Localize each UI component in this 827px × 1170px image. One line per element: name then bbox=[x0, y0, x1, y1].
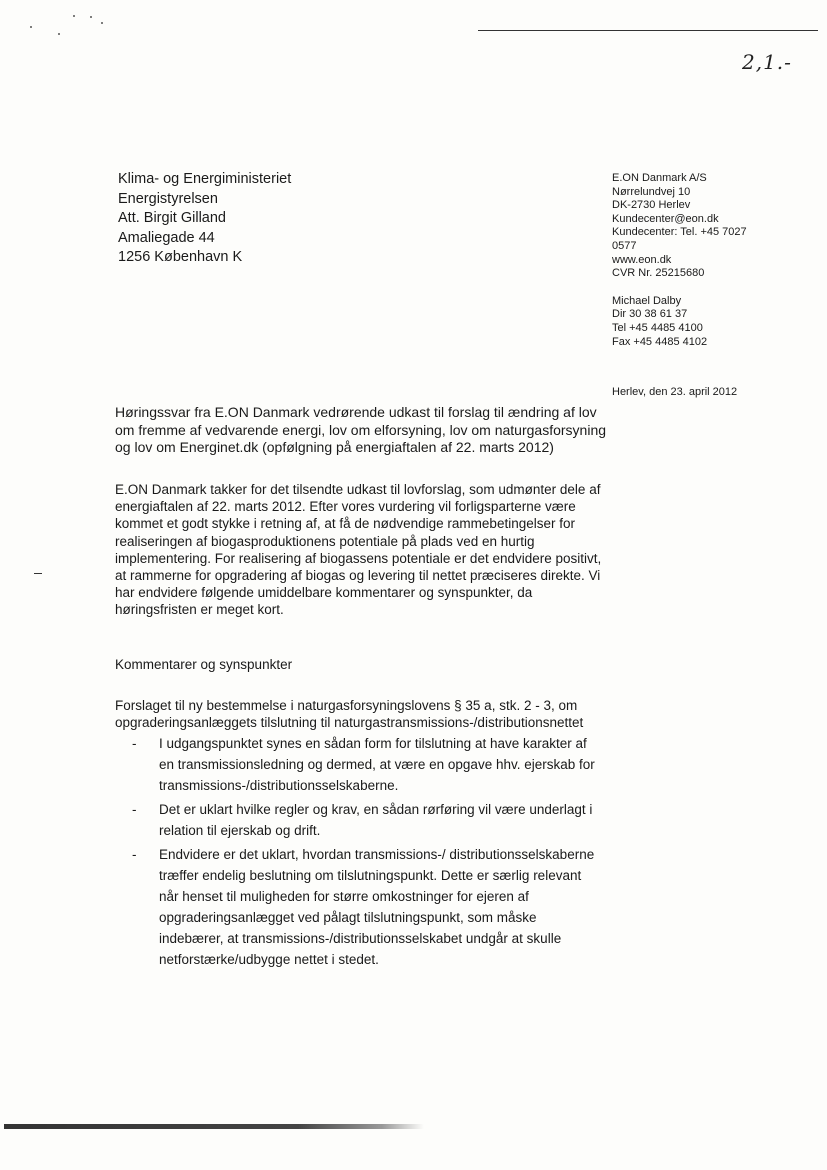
contact-line: Dir 30 38 61 37 bbox=[612, 308, 688, 321]
contact-line: Tel +45 4485 4100 bbox=[612, 321, 703, 334]
sender-line: 0577 bbox=[612, 239, 637, 252]
letter-date: Herlev, den 23. april 2012 bbox=[612, 386, 738, 398]
recipient-address bbox=[118, 170, 291, 268]
letter-subject: Høringssvar fra E.ON Danmark vedrørende udkast til forslag til ændring af lov om fremme af vedvarende energi, lov om elforsyning, lov om naturgasforsyning og lov om Energinet.dk (opfølgning på energiaftalen af 22. marts 2012) bbox=[115, 404, 607, 455]
fax-edge-band bbox=[4, 1124, 424, 1129]
sender-line: E.ON Danmark A/S bbox=[612, 172, 707, 184]
sender-line: Kundecenter: Tel. +45 7027 bbox=[612, 226, 747, 239]
sender-website: www.eon.dk bbox=[612, 253, 672, 266]
recipient-line: Amaliegade 44 bbox=[118, 229, 215, 246]
contact-line: Fax +45 4485 4102 bbox=[612, 335, 708, 348]
recipient-line: Energistyrelsen bbox=[118, 190, 218, 207]
bullet-marker: - bbox=[132, 736, 137, 751]
list-item bbox=[132, 733, 602, 796]
recipient-line: 1256 København K bbox=[118, 249, 243, 265]
sender-line: Nørrelundvej 10 bbox=[612, 185, 691, 198]
proposal-paragraph: Forslaget til ny bestemmelse i naturgasforsyningslovens § 35 a, stk. 2 - 3, om opgraderingsanlæggets tilslutning til naturgastransmissions-/distributionsnettet bbox=[115, 698, 584, 731]
comment-list bbox=[132, 733, 602, 973]
list-item-text: Det er uklart hvilke regler og krav, en sådan rørføring vil være underlagt i relation til ejerskab og drift. bbox=[159, 802, 593, 838]
top-rule bbox=[478, 30, 818, 31]
recipient-line: Att. Birgit Gilland bbox=[118, 210, 226, 226]
bullet-marker: - bbox=[132, 802, 137, 817]
recipient-line: Klima- og Energiministeriet bbox=[118, 171, 292, 187]
sender-line: CVR Nr. 25215680 bbox=[612, 267, 705, 280]
list-item-text: Endvidere er det uklart, hvordan transmissions-/ distributionsselskaberne træffer endelig beslutning om tilslutningspunkt. Dette er særlig relevant når henset til muligheden for større omkostninger for ejeren af opgraderingsanlægget ved pålagt tilslutningspunkt, som måske indebærer, at transmissions-/distributionsselskabet undgår at skulle netforstærke/udbygge nettet i stedet. bbox=[159, 847, 595, 967]
sender-line: DK-2730 Herlev bbox=[612, 199, 691, 212]
list-item bbox=[132, 844, 602, 970]
sender-info bbox=[612, 172, 762, 349]
list-item-text: I udgangspunktet synes en sådan form for tilslutning at have karakter af en transmissionsledning og dermed, at være en opgave hhv. ejerskab for transmissions-/distributionsselskaberne. bbox=[159, 736, 595, 793]
bullet-marker: - bbox=[132, 847, 137, 862]
intro-paragraph: E.ON Danmark takker for det tilsendte udkast til lovforslag, som udmønter dele af energiaftalen af 22. marts 2012. Efter vores vurdering vil forligsparterne være kommet et godt stykke i retning af, at få de nødvendige rammebetingelser for realiseringen af biogasproduktionens potentiale på plads ved en hurtig implementering. For realisering af biogassens potentiale er det endvidere positivt, at rammerne for opgradering af biogas og levering til nettet præciseres direkte. Vi har endvidere følgende umiddelbare kommentarer og synspunkter, da høringsfristen er meget kort. bbox=[115, 482, 602, 618]
contact-line: Michael Dalby bbox=[612, 294, 682, 307]
section-heading: Kommentarer og synspunkter bbox=[115, 657, 293, 672]
sender-email: Kundecenter@eon.dk bbox=[612, 212, 719, 225]
list-item bbox=[132, 799, 602, 841]
handwritten-stamp: 2,1.- bbox=[742, 50, 792, 74]
margin-mark bbox=[34, 573, 42, 574]
